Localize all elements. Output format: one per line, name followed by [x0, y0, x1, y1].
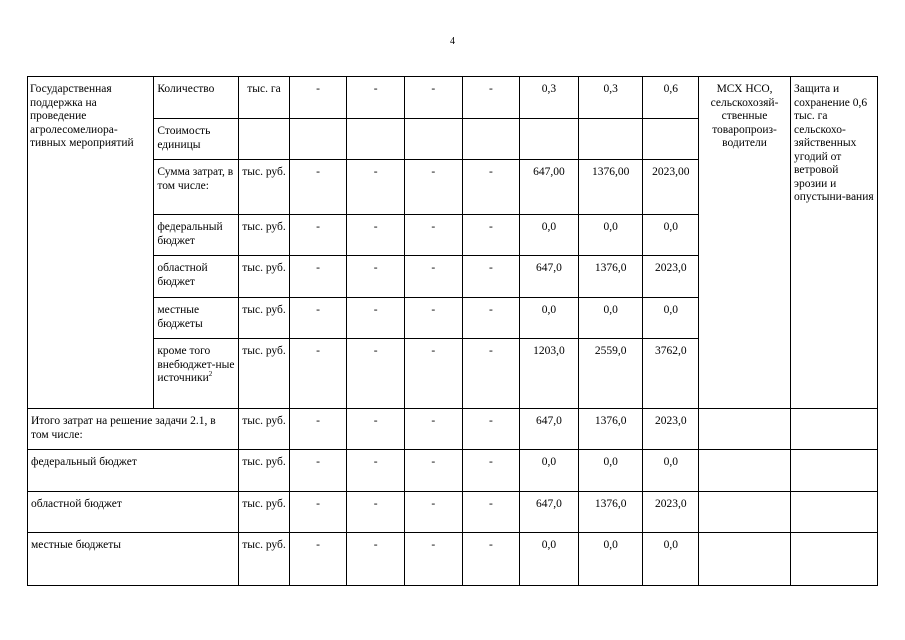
value-cell	[578, 119, 643, 160]
total-cell: 3762,0	[643, 339, 699, 409]
value-cell: -	[462, 77, 520, 119]
row-label: местные бюджеты	[154, 298, 239, 339]
empty-cell	[699, 533, 791, 586]
value-cell: -	[462, 492, 520, 533]
value-cell	[347, 119, 405, 160]
value-cell: 647,0	[520, 256, 579, 298]
total-cell: 2023,00	[643, 160, 699, 215]
value-cell: -	[404, 450, 462, 492]
value-cell: -	[289, 492, 347, 533]
value-cell: 1376,0	[578, 492, 643, 533]
value-cell: -	[289, 256, 347, 298]
value-cell: 647,00	[520, 160, 579, 215]
value-cell: 1376,0	[578, 256, 643, 298]
value-cell: 1376,0	[578, 409, 643, 450]
unit-cell: тыс. руб.	[239, 533, 290, 586]
unit-cell: тыс. руб.	[239, 339, 290, 409]
total-cell: 0,6	[643, 77, 699, 119]
value-cell: 0,0	[578, 450, 643, 492]
value-cell: -	[289, 77, 347, 119]
total-cell: 0,0	[643, 215, 699, 256]
summary-row	[28, 492, 878, 533]
value-cell: 0,3	[578, 77, 643, 119]
value-cell: -	[347, 339, 405, 409]
row-label: федеральный бюджет	[154, 215, 239, 256]
value-cell: -	[462, 298, 520, 339]
empty-cell	[791, 450, 878, 492]
row-label: областной бюджет	[154, 256, 239, 298]
row-label: Стоимость единицы	[154, 119, 239, 160]
value-cell: -	[347, 215, 405, 256]
value-cell: 2559,0	[578, 339, 643, 409]
empty-cell	[699, 409, 791, 450]
row-label-text: кроме того внебюджет-ные источники	[157, 345, 235, 384]
value-cell	[520, 119, 579, 160]
value-cell	[404, 119, 462, 160]
value-cell: -	[404, 409, 462, 450]
summary-row	[28, 409, 878, 450]
value-cell: -	[404, 215, 462, 256]
value-cell: -	[462, 215, 520, 256]
value-cell: -	[404, 160, 462, 215]
total-cell: 0,0	[643, 450, 699, 492]
activity-name: Государственная поддержка на проведение агролесомелиора-тивных мероприятий	[28, 77, 154, 409]
value-cell: -	[347, 533, 405, 586]
value-cell: -	[289, 215, 347, 256]
unit-cell: тыс. руб.	[239, 298, 290, 339]
value-cell: -	[347, 160, 405, 215]
total-cell: 2023,0	[643, 409, 699, 450]
value-cell: -	[462, 450, 520, 492]
unit-cell: тыс. руб.	[239, 160, 290, 215]
total-cell: 0,0	[643, 298, 699, 339]
value-cell: -	[289, 450, 347, 492]
empty-cell	[791, 409, 878, 450]
value-cell: -	[289, 339, 347, 409]
row-label: Сумма затрат, в том числе:	[154, 160, 239, 215]
value-cell: 0,0	[520, 450, 579, 492]
value-cell: 0,0	[520, 533, 579, 586]
value-cell: -	[347, 256, 405, 298]
value-cell: 647,0	[520, 492, 579, 533]
value-cell: 0,0	[520, 298, 579, 339]
result-cell: Защита и сохранение 0,6 тыс. га сельскохо-зяйственных угодий от ветровой эрозии и опустыни-вания	[791, 77, 878, 409]
unit-cell: тыс. руб.	[239, 256, 290, 298]
value-cell	[289, 119, 347, 160]
value-cell: -	[404, 77, 462, 119]
empty-cell	[699, 450, 791, 492]
unit-cell: тыс. руб.	[239, 215, 290, 256]
value-cell: -	[404, 298, 462, 339]
value-cell: -	[289, 160, 347, 215]
value-cell: 0,0	[578, 298, 643, 339]
value-cell: -	[462, 256, 520, 298]
value-cell: 0,3	[520, 77, 579, 119]
value-cell: -	[347, 492, 405, 533]
value-cell: -	[347, 298, 405, 339]
unit-cell: тыс. га	[239, 77, 290, 119]
value-cell: -	[289, 409, 347, 450]
value-cell: 0,0	[578, 533, 643, 586]
value-cell: -	[462, 533, 520, 586]
empty-cell	[791, 492, 878, 533]
unit-cell: тыс. руб.	[239, 492, 290, 533]
value-cell: -	[462, 339, 520, 409]
value-cell: -	[404, 256, 462, 298]
value-cell: -	[404, 533, 462, 586]
row-label: Количество	[154, 77, 239, 119]
total-cell: 2023,0	[643, 492, 699, 533]
total-cell	[643, 119, 699, 160]
row-label	[154, 339, 239, 409]
value-cell: -	[347, 77, 405, 119]
value-cell: -	[289, 533, 347, 586]
value-cell	[462, 119, 520, 160]
value-cell: -	[347, 409, 405, 450]
program-table	[27, 76, 878, 586]
page-number: 4	[450, 36, 455, 47]
value-cell: 1376,00	[578, 160, 643, 215]
footnote-mark: 2	[208, 370, 213, 379]
unit-cell: тыс. руб.	[239, 450, 290, 492]
value-cell: 0,0	[578, 215, 643, 256]
empty-cell	[699, 492, 791, 533]
value-cell: -	[462, 160, 520, 215]
value-cell: 0,0	[520, 215, 579, 256]
value-cell: -	[404, 339, 462, 409]
summary-row	[28, 533, 878, 586]
unit-cell: тыс. руб.	[239, 409, 290, 450]
summary-label: местные бюджеты	[28, 533, 239, 586]
value-cell: -	[289, 298, 347, 339]
summary-label: областной бюджет	[28, 492, 239, 533]
total-cell: 2023,0	[643, 256, 699, 298]
empty-cell	[791, 533, 878, 586]
total-cell: 0,0	[643, 533, 699, 586]
value-cell: 1203,0	[520, 339, 579, 409]
value-cell: -	[462, 409, 520, 450]
summary-label: федеральный бюджет	[28, 450, 239, 492]
unit-cell	[239, 119, 290, 160]
executor-cell: МСХ НСО, сельскохозяй-ственные товаропроиз-водители	[699, 77, 791, 409]
summary-label: Итого затрат на решение задачи 2.1, в том числе:	[28, 409, 239, 450]
table-row	[28, 77, 878, 119]
value-cell: -	[404, 492, 462, 533]
value-cell: 647,0	[520, 409, 579, 450]
summary-row	[28, 450, 878, 492]
value-cell: -	[347, 450, 405, 492]
